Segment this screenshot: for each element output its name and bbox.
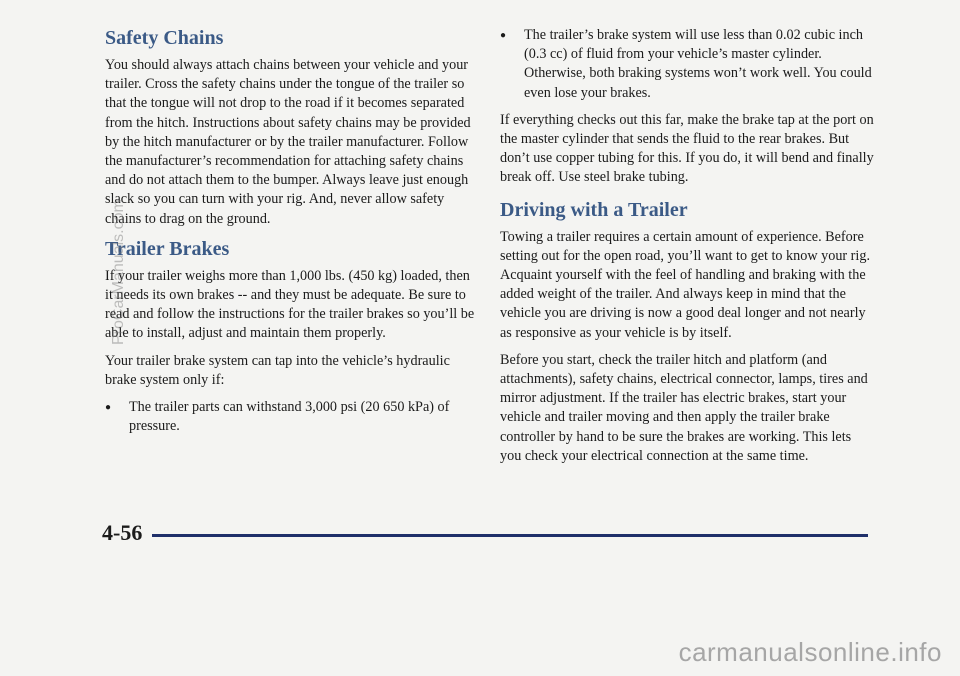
driving-with-trailer-heading: Driving with a Trailer [500, 198, 688, 221]
list-item [500, 26, 875, 103]
trailer-brakes-heading: Trailer Brakes [105, 237, 230, 260]
list-item [105, 398, 475, 436]
right-column [500, 26, 875, 474]
footer-rule [152, 534, 868, 537]
safety-chains-paragraph: You should always attach chains between your vehicle and your trailer. Cross the safety chains under the tongue of the trailer so that the tongue will not drop to the road if it becomes separated from the hitch. Instructions about safety chains may be provided by the hitch manufacturer or by the trailer manufacturer. Follow the manufacturer’s recommendation for attaching safety chains and do not attach them to the bumper. Always leave just enough slack so you can turn with your rig. And, never allow safety chains to drag on the ground. [105, 57, 471, 227]
brake-tap-paragraph: If everything checks out this far, make the brake tap at the port on the master cylinder that sends the fluid to the rear brakes. But don’t use copper tubing for this. If you do, it will bend and finally break off. Use steel brake tubing. [500, 111, 874, 186]
vertical-watermark: ProCarManuals.com [110, 199, 127, 345]
bullet-text-psi: The trailer parts can withstand 3,000 psi (20 650 kPa) of pressure. [129, 399, 450, 435]
bullet-text-fluid: The trailer’s brake system will use less than 0.02 cubic inch (0.3 cc) of fluid from your vehicle’s master cylinder. Otherwise, both braking systems won’t work well. You could even lose your brakes. [524, 27, 872, 101]
driving-paragraph-2: Before you start, check the trailer hitch and platform (and attachments), safety chains, electrical connector, lamps, tires and mirror adjustment. If the trailer has electric brakes, start your vehicle and trailer moving and then apply the trailer brake controller by hand to be sure the brakes are working. This lets you check your electrical connection at the same time. [500, 351, 868, 464]
site-watermark: carmanualsonline.info [678, 637, 942, 667]
bullet-icon: ● [500, 30, 507, 41]
page-number: 4-56 [102, 520, 143, 545]
trailer-brakes-paragraph-2: Your trailer brake system can tap into the vehicle’s hydraulic brake system only if: [105, 352, 450, 388]
safety-chains-heading: Safety Chains [105, 27, 224, 49]
trailer-brakes-paragraph-1: If your trailer weighs more than 1,000 lbs. (450 kg) loaded, then it needs its own brakes -- and they must be adequate. Be sure to read and follow the instructions for the trailer brakes so you’ll be able to install, adjust and maintain them properly. [105, 267, 475, 342]
driving-paragraph-1: Towing a trailer requires a certain amount of experience. Before setting out for the open road, you’ll want to get to know your rig. Acquaint yourself with the feel of handling and braking with the added weight of the trailer. And always keep in mind that the vehicle you are driving is now a good deal longer and not nearly as responsive as your vehicle is by itself. [500, 228, 870, 341]
bullet-icon: ● [105, 402, 112, 414]
left-column [105, 26, 475, 444]
